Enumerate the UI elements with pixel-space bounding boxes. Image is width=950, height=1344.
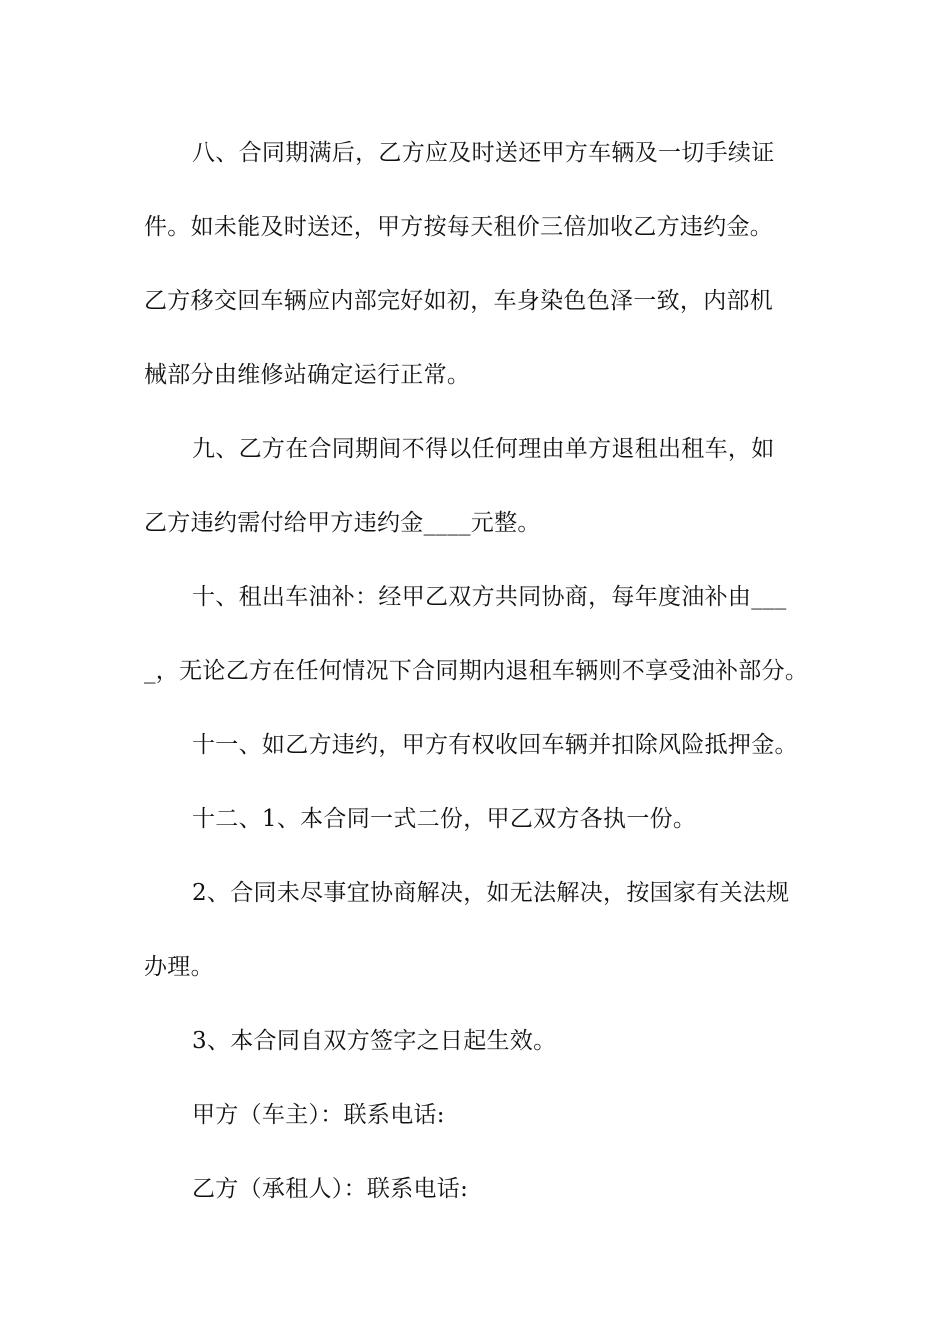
clause-12-item-1: 十二、1、本合同一式二份，甲乙双方各执一份。 bbox=[192, 806, 697, 832]
party-b-signature-line: 乙方（承租人）：联系电话: bbox=[192, 1176, 469, 1202]
clause-8-line-3: 乙方移交回车辆应内部完好如初，车身染色色泽一致，内部机 bbox=[144, 288, 774, 314]
clause-10-line-1: 十、租出车油补：经甲乙双方共同协商，每年度油补由___ bbox=[192, 584, 787, 610]
clause-8-line-1: 八、合同期满后，乙方应及时送还甲方车辆及一切手续证 bbox=[192, 140, 775, 166]
clause-8-line-2: 件。如未能及时送还，甲方按每天租价三倍加收乙方违约金。 bbox=[144, 214, 774, 240]
clause-9-line-1: 九、乙方在合同期间不得以任何理由单方退租出租车，如 bbox=[192, 436, 775, 462]
clause-9-line-2: 乙方违约需付给甲方违约金____元整。 bbox=[144, 510, 541, 536]
clause-8-line-4: 械部分由维修站确定运行正常。 bbox=[144, 362, 471, 388]
clause-12-item-2-line-1: 2、合同未尽事宜协商解决，如无法解决，按国家有关法规 bbox=[192, 880, 790, 906]
party-a-signature-line: 甲方（车主）：联系电话: bbox=[192, 1102, 445, 1128]
clause-11-line-1: 十一、如乙方违约，甲方有权收回车辆并扣除风险抵押金。 bbox=[192, 732, 798, 758]
clause-12-item-3: 3、本合同自双方签字之日起生效。 bbox=[192, 1028, 557, 1054]
clause-12-item-2-line-2: 办理。 bbox=[144, 954, 214, 980]
clause-10-line-2: _，无论乙方在任何情况下合同期内退租车辆则不享受油补部分。 bbox=[144, 658, 809, 684]
